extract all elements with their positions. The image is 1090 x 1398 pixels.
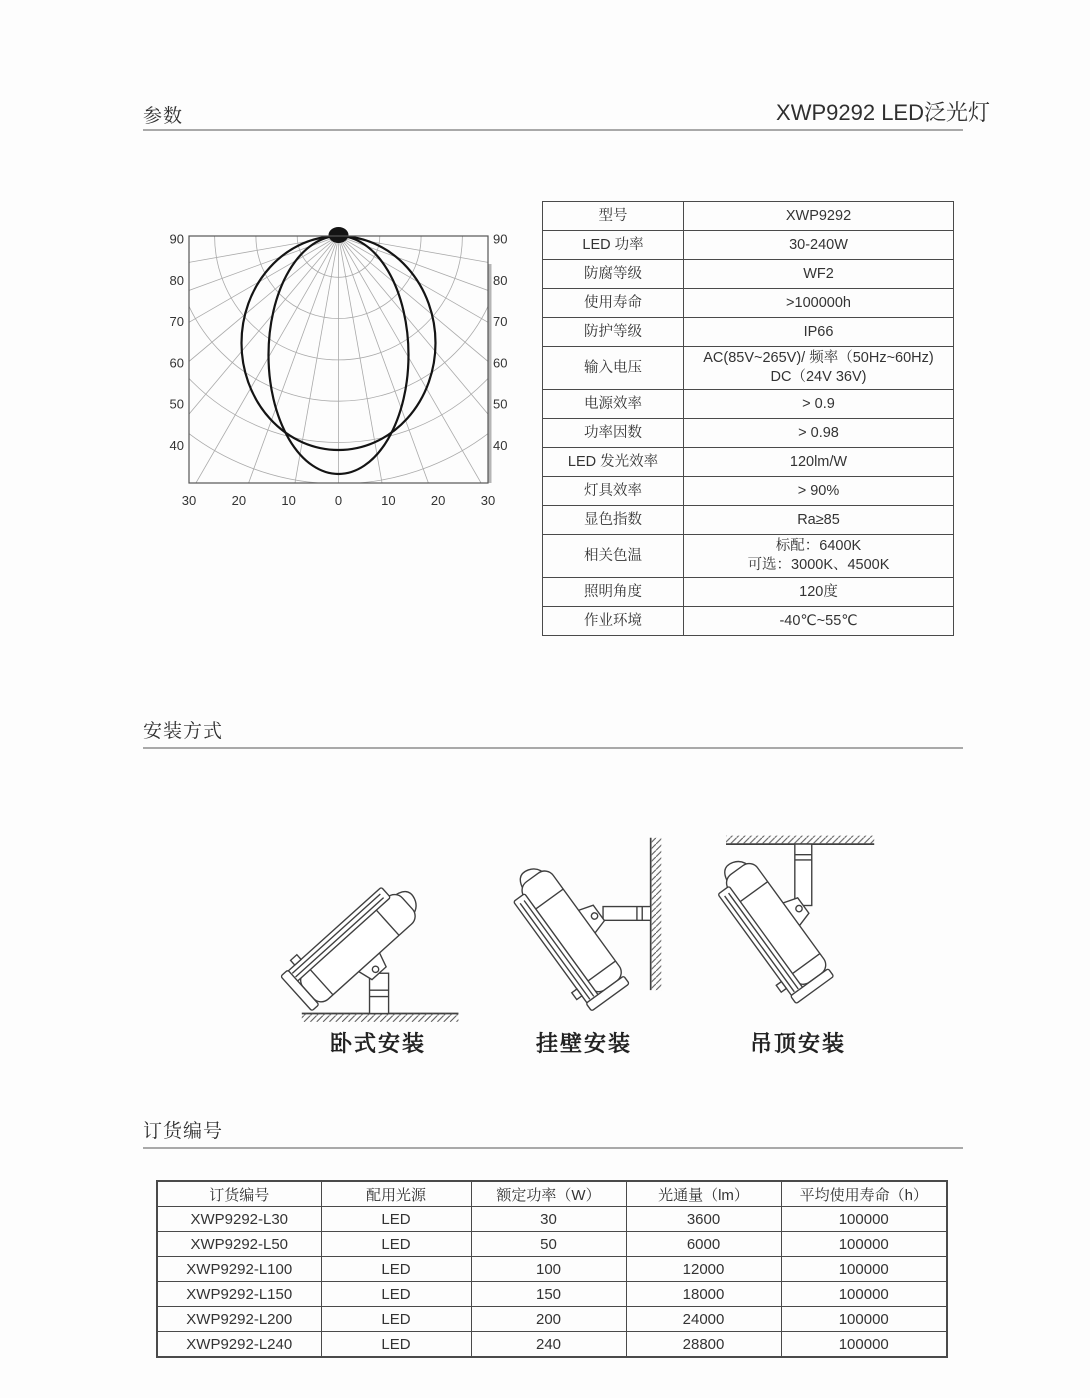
order-header-row — [157, 1181, 947, 1207]
installation-figure-ceiling — [692, 806, 904, 1058]
spec-row — [543, 289, 954, 318]
order-cell-code: XWP9292-L30 — [157, 1207, 321, 1232]
chart-y-label-left: 60 — [169, 355, 184, 371]
spec-value: WF2 — [803, 265, 834, 282]
spec-row — [543, 202, 954, 231]
chart-x-label: 30 — [181, 493, 197, 508]
installation-figure-wall — [478, 806, 690, 1058]
floodlight-body — [702, 843, 847, 1006]
horizontal-mount-icon — [272, 806, 484, 1023]
spec-value: > 90% — [797, 482, 840, 499]
order-cell-source: LED — [321, 1332, 471, 1358]
order-cell-source: LED — [321, 1282, 471, 1307]
installation-figure-horizontal — [272, 806, 484, 1058]
spec-label: 相关色温 — [543, 535, 684, 578]
order-cell-power: 50 — [471, 1232, 626, 1257]
wall-hatch — [652, 838, 662, 990]
chart-x-label: 20 — [430, 493, 446, 508]
order-col-header: 光通量（lm） — [626, 1181, 781, 1207]
spec-value-cell — [684, 202, 954, 231]
chart-y-label-left: 40 — [169, 438, 184, 453]
chart-y-label-right: 50 — [493, 396, 508, 412]
spec-label: 防护等级 — [543, 318, 684, 347]
order-cell-power: 240 — [471, 1332, 626, 1358]
chart-y-label-left: 80 — [169, 272, 184, 288]
order-cell-power: 100 — [471, 1257, 626, 1282]
order-cell-code: XWP9292-L150 — [157, 1282, 321, 1307]
spec-value-line2: 可选：3000K、4500K — [747, 557, 890, 573]
order-col-header: 配用光源 — [321, 1181, 471, 1207]
spec-row — [543, 477, 954, 506]
spec-value-cell — [684, 318, 954, 347]
order-cell-lifetime: 100000 — [781, 1282, 947, 1307]
spec-value: Ra≥85 — [797, 511, 840, 528]
wall-arm — [603, 907, 651, 921]
chart-y-label-right: 90 — [493, 231, 508, 247]
spec-value-cell — [684, 289, 954, 318]
chart-y-label-left: 70 — [169, 314, 184, 330]
spec-value: 30-240W — [789, 236, 848, 253]
page-title: 参数 — [143, 106, 184, 127]
spec-row — [543, 231, 954, 260]
spec-value-cell — [684, 390, 954, 419]
order-col-header: 订货编号 — [157, 1181, 321, 1207]
spec-row — [543, 448, 954, 477]
section-title-installation: 安装方式 — [143, 721, 224, 742]
ground-hatch — [302, 1013, 459, 1021]
order-row — [157, 1307, 947, 1332]
order-row — [157, 1282, 947, 1307]
spec-table — [542, 201, 954, 636]
order-cell-source: LED — [321, 1307, 471, 1332]
chart-x-label: 20 — [231, 493, 247, 508]
chart-grid — [160, 225, 510, 510]
spec-label: LED 发光效率 — [543, 448, 684, 477]
order-cell-source: LED — [321, 1207, 471, 1232]
order-cell-lifetime: 100000 — [781, 1232, 947, 1257]
spec-value-cell — [684, 506, 954, 535]
ceiling-rod — [795, 844, 812, 905]
chart-y-label-right: 40 — [493, 438, 508, 453]
chart-lamp-symbol — [329, 227, 349, 243]
spec-label: 电源效率 — [543, 390, 684, 419]
chart-y-label-right: 80 — [493, 272, 508, 288]
chart-x-label: 10 — [281, 493, 296, 508]
order-cell-source: LED — [321, 1232, 471, 1257]
spec-row — [543, 578, 954, 607]
order-cell-flux: 6000 — [626, 1232, 781, 1257]
order-cell-flux: 24000 — [626, 1307, 781, 1332]
spec-value: XWP9292 — [785, 207, 852, 224]
order-row — [157, 1332, 947, 1358]
installation-divider — [143, 747, 963, 749]
order-cell-lifetime: 100000 — [781, 1307, 947, 1332]
figure-caption-ceiling: 吊顶安装 — [749, 1031, 846, 1056]
spec-value-cell — [684, 578, 954, 607]
order-cell-power: 30 — [471, 1207, 626, 1232]
chart-y-label-left: 50 — [169, 396, 184, 412]
wall-mount-icon — [478, 806, 690, 1023]
spec-row — [543, 535, 954, 578]
spec-row — [543, 260, 954, 289]
chart-y-label-right: 60 — [493, 355, 508, 371]
spec-value-line2: DC（24V 36V) — [770, 369, 867, 385]
floodlight-body — [277, 871, 436, 1023]
figure-caption-horizontal: 卧式安装 — [329, 1031, 426, 1056]
order-cell-code: XWP9292-L50 — [157, 1232, 321, 1257]
order-cell-flux: 18000 — [626, 1282, 781, 1307]
spec-value-cell — [684, 477, 954, 506]
order-cell-code: XWP9292-L100 — [157, 1257, 321, 1282]
header-divider — [143, 129, 963, 131]
spec-value-cell — [684, 231, 954, 260]
spec-row — [543, 506, 954, 535]
spec-value-cell — [684, 535, 954, 578]
chart-y-label-left: 90 — [169, 231, 184, 247]
spec-label: 功率因数 — [543, 419, 684, 448]
spec-value-cell — [684, 347, 954, 390]
spec-label: 作业环境 — [543, 607, 684, 636]
order-cell-code: XWP9292-L200 — [157, 1307, 321, 1332]
spec-value: >100000h — [786, 294, 851, 311]
order-cell-flux: 3600 — [626, 1207, 781, 1232]
spec-value: 标配：6400K — [775, 538, 862, 554]
order-cell-flux: 12000 — [626, 1257, 781, 1282]
order-col-header: 额定功率（W） — [471, 1181, 626, 1207]
spec-row — [543, 419, 954, 448]
spec-value-cell — [684, 607, 954, 636]
spec-row — [543, 607, 954, 636]
order-row — [157, 1232, 947, 1257]
spec-label: 显色指数 — [543, 506, 684, 535]
spec-label: LED 功率 — [543, 231, 684, 260]
order-cell-lifetime: 100000 — [781, 1332, 947, 1358]
chart-x-label: 30 — [480, 493, 496, 508]
spec-row — [543, 390, 954, 419]
spec-label: 防腐等级 — [543, 260, 684, 289]
spec-label: 型号 — [543, 202, 684, 231]
ceiling-hatch — [726, 836, 874, 844]
ordering-divider — [143, 1147, 963, 1149]
order-cell-lifetime: 100000 — [781, 1257, 947, 1282]
spec-value-cell — [684, 419, 954, 448]
order-col-header: 平均使用寿命（h） — [781, 1181, 947, 1207]
spec-row — [543, 347, 954, 390]
order-cell-flux: 28800 — [626, 1332, 781, 1358]
spec-value: AC(85V~265V)/ 频率（50Hz~60Hz) — [703, 350, 934, 366]
order-table — [156, 1180, 948, 1358]
order-cell-lifetime: 100000 — [781, 1207, 947, 1232]
spec-label: 输入电压 — [543, 347, 684, 390]
product-title: XWP9292 LED泛光灯 — [776, 100, 990, 125]
chart-x-label: 0 — [334, 493, 343, 508]
floodlight-body — [498, 851, 643, 1014]
chart-x-label: 10 — [381, 493, 396, 508]
spec-row — [543, 318, 954, 347]
section-title-ordering: 订货编号 — [143, 1121, 224, 1142]
spec-value: 120lm/W — [789, 453, 848, 470]
figure-caption-wall: 挂壁安装 — [535, 1031, 632, 1056]
photometric-chart — [160, 225, 510, 510]
chart-y-label-right: 70 — [493, 314, 508, 330]
spec-value-cell — [684, 448, 954, 477]
order-row — [157, 1207, 947, 1232]
order-cell-source: LED — [321, 1257, 471, 1282]
spec-label: 灯具效率 — [543, 477, 684, 506]
order-cell-power: 150 — [471, 1282, 626, 1307]
spec-value-cell — [684, 260, 954, 289]
spec-value: IP66 — [803, 323, 834, 340]
spec-value: > 0.9 — [802, 395, 835, 412]
spec-label: 照明角度 — [543, 578, 684, 607]
ceiling-mount-icon — [692, 806, 904, 1023]
spec-value: -40℃~55℃ — [779, 612, 858, 629]
spec-value: 120度 — [799, 583, 838, 600]
order-row — [157, 1257, 947, 1282]
spec-value: > 0.98 — [798, 424, 839, 441]
order-cell-power: 200 — [471, 1307, 626, 1332]
order-cell-code: XWP9292-L240 — [157, 1332, 321, 1358]
spec-label: 使用寿命 — [543, 289, 684, 318]
